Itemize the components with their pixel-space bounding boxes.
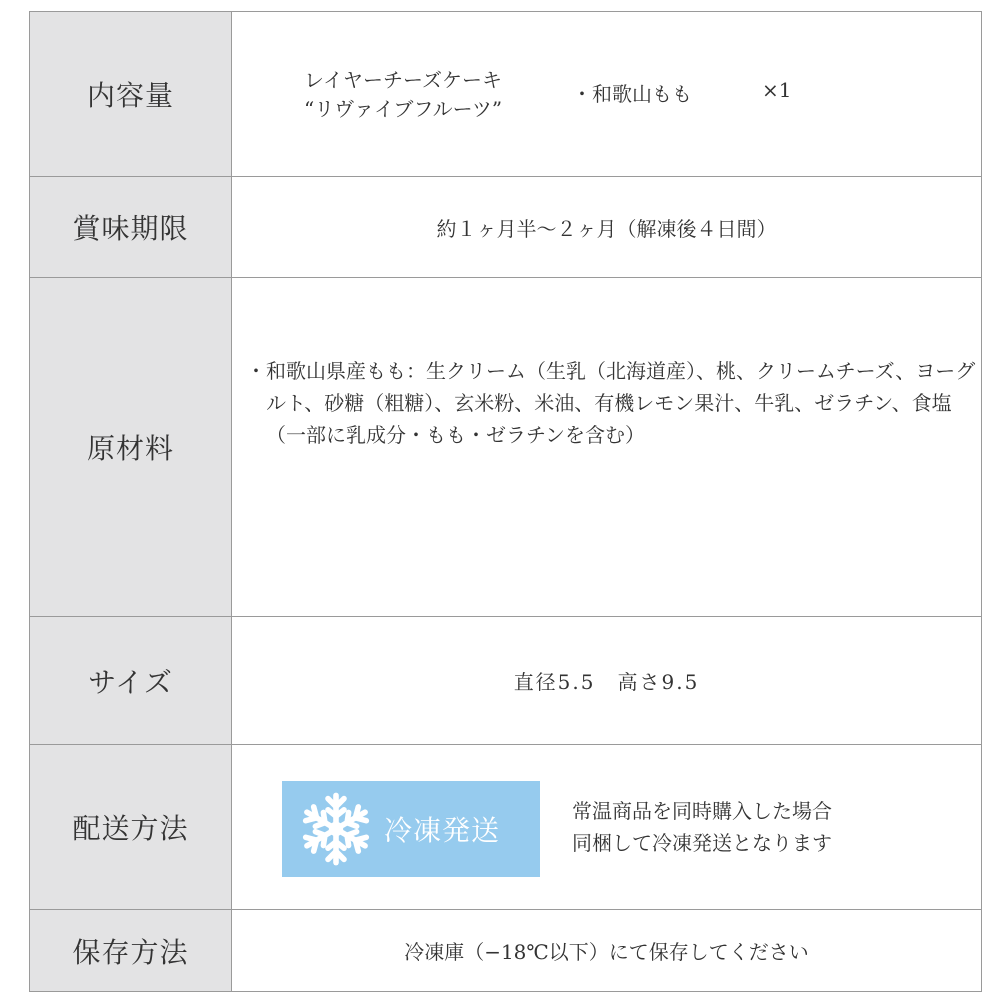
contents-row — [30, 12, 982, 177]
storage-value: 冷凍庫（−18℃以下）にて保存してください — [232, 910, 982, 992]
product-name-line2: “リヴァイブフルーツ” — [304, 97, 503, 121]
frozen-shipping-badge — [282, 781, 540, 877]
expiry-label: 賞味期限 — [30, 177, 232, 278]
product-name — [304, 66, 502, 124]
ingredients-label: 原材料 — [30, 278, 232, 617]
shipping-note-line1: 常温商品を同時購入した場合 — [572, 799, 832, 823]
expiry-row — [30, 177, 982, 278]
ingredients-row — [30, 278, 982, 617]
shipping-note-line2: 同梱して冷凍発送となります — [572, 831, 832, 855]
shipping-row — [30, 745, 982, 910]
shipping-note — [572, 795, 832, 859]
size-label: サイズ — [30, 617, 232, 745]
snowflake-icon — [296, 789, 376, 869]
storage-label: 保存方法 — [30, 910, 232, 992]
shipping-wrapper — [232, 745, 981, 909]
expiry-value: 約１ヶ月半〜２ヶ月（解凍後４日間） — [232, 177, 982, 278]
product-quantity: ×1 — [762, 78, 792, 102]
contents-label: 内容量 — [30, 12, 232, 177]
contents-wrapper — [232, 12, 981, 176]
product-name-line1: レイヤーチーズケーキ — [304, 68, 503, 92]
storage-row — [30, 910, 982, 992]
size-row — [30, 617, 982, 745]
product-spec-table — [29, 11, 982, 992]
contents-value — [232, 12, 982, 177]
size-value: 直径5.5 高さ9.5 — [232, 617, 982, 745]
ingredients-value — [232, 278, 982, 617]
ingredients-text: ・和歌山県産もも：生クリーム（生乳（北海道産）、桃、クリームチーズ、ヨーグルト、砂糖（粗糖）、玄米粉、米油、有機レモン果汁、牛乳、ゼラチン、食塩（一部に乳成分・もも・ゼラチンを含む） — [246, 359, 976, 447]
frozen-shipping-text: 冷凍発送 — [384, 814, 501, 847]
shipping-label: 配送方法 — [30, 745, 232, 910]
product-variant: ・和歌山もも — [572, 82, 692, 106]
shipping-value — [232, 745, 982, 910]
